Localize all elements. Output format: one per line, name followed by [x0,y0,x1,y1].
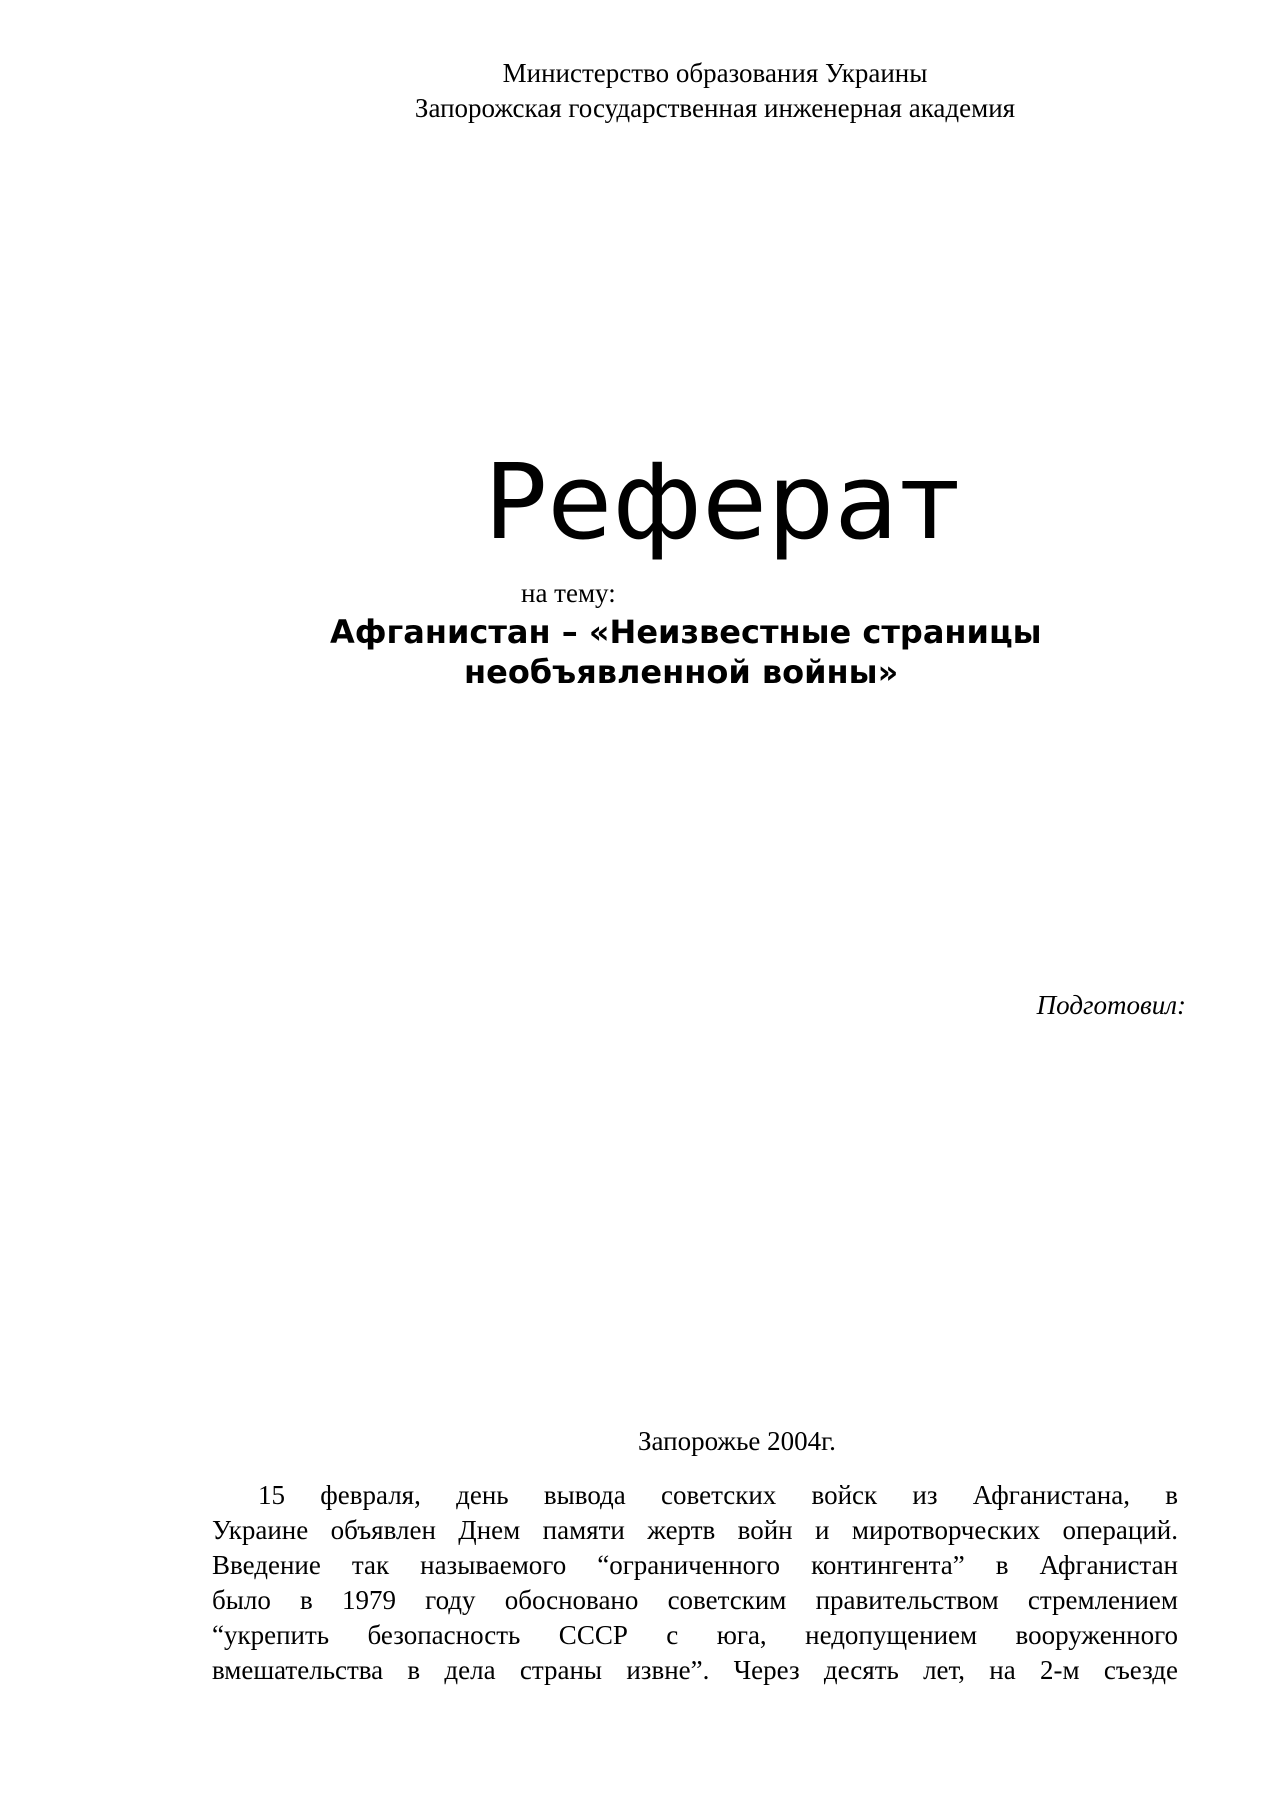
body-line: 15 февраля, день вывода советских войск из Афганистана, в [258,1480,1178,1510]
academy-heading: Запорожская государственная инженерная академия [414,93,1016,123]
topic-line-2: необъявленной войны» [464,653,899,691]
body-line: Введение так называемого “ограниченного контингента” в Афганистан [212,1550,1178,1580]
body-line: вмешательства в дела страны извне”. Через десять лет, на 2-м съезде [212,1655,1178,1685]
ministry-heading: Министерство образования Украины [502,58,928,88]
subtitle-label: на тему: [521,578,616,608]
body-line: “укрепить безопасность СССР с юга, недопущением вооруженного [212,1620,1178,1650]
body-paragraph [212,1478,1178,1688]
prepared-by-label: Подготовил: [1036,990,1186,1020]
body-line: Украине объявлен Днем памяти жертв войн и миротворческих операций. [212,1515,1178,1545]
topic-line-1: Афганистан – «Неизвестные страницы [330,613,1042,651]
document-title: Реферат [484,441,961,563]
city-year: Запорожье 2004г. [638,1426,836,1456]
body-line: было в 1979 году обосновано советским правительством стремлением [212,1585,1178,1615]
